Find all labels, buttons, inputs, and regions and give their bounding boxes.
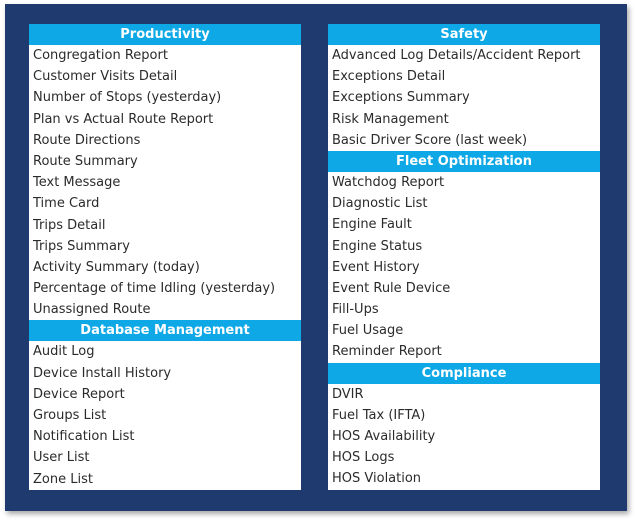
section-header-fleet-optimization: Fleet Optimization [328, 151, 600, 172]
report-link[interactable]: Exceptions Detail [332, 69, 446, 85]
report-link[interactable]: User List [33, 450, 90, 466]
report-menu-frame [5, 4, 627, 511]
report-link[interactable]: Groups List [33, 408, 107, 423]
section-header-productivity: Productivity [29, 24, 301, 45]
report-link[interactable]: Congregation Report [33, 48, 168, 63]
report-link[interactable]: Notification List [33, 429, 135, 445]
report-link[interactable]: Route Summary [33, 153, 138, 169]
report-link[interactable]: Fill-Ups [332, 302, 379, 318]
report-link[interactable]: Fuel Tax (IFTA) [332, 407, 426, 423]
report-link[interactable]: Event Rule Device [332, 280, 451, 296]
report-link[interactable]: Risk Management [332, 111, 449, 127]
report-link[interactable]: Unassigned Route [33, 302, 151, 318]
report-link[interactable]: Engine Status [332, 238, 423, 254]
productivity-list [29, 45, 301, 320]
right-column [328, 24, 600, 490]
report-link[interactable]: Zone List [33, 471, 93, 487]
safety-list [328, 45, 600, 151]
section-header-safety: Safety [328, 24, 600, 45]
report-link[interactable]: Event History [332, 259, 420, 275]
report-link[interactable]: Activity Summary (today) [33, 259, 200, 275]
report-link[interactable]: Device Report [33, 386, 125, 402]
report-link[interactable]: Plan vs Actual Route Report [33, 111, 214, 127]
report-link[interactable]: Percentage of time Idling (yesterday) [33, 281, 276, 297]
database-management-list [29, 341, 301, 489]
left-column [29, 24, 301, 490]
report-link[interactable]: Route Directions [33, 132, 141, 148]
report-link[interactable]: DVIR [332, 386, 364, 402]
section-header-compliance: Compliance [328, 363, 600, 384]
report-link[interactable]: HOS Logs [332, 450, 395, 466]
report-link[interactable]: Basic Driver Score (last week) [332, 132, 528, 148]
section-header-database-management: Database Management [29, 320, 301, 341]
report-link[interactable]: Audit Log [33, 344, 95, 360]
report-link[interactable]: Trips Summary [33, 238, 130, 254]
report-link[interactable]: Trips Detail [33, 217, 106, 233]
report-link[interactable]: Watchdog Report [332, 174, 445, 190]
fleet-optimization-list [328, 172, 600, 363]
report-link[interactable]: HOS Availability [332, 429, 436, 444]
report-link[interactable]: Text Message [33, 175, 121, 191]
report-link[interactable]: Reminder Report [332, 344, 442, 360]
report-link[interactable]: Advanced Log Details/Accident Report [332, 48, 581, 63]
report-link[interactable]: Fuel Usage [332, 323, 404, 339]
report-link[interactable]: Device Install History [33, 365, 172, 381]
compliance-list [328, 384, 600, 490]
report-link[interactable]: Diagnostic List [332, 196, 428, 212]
report-link[interactable]: Engine Fault [332, 217, 412, 233]
report-link[interactable]: Customer Visits Detail [33, 69, 178, 85]
report-link[interactable]: HOS Violation [332, 471, 422, 487]
report-link[interactable]: Number of Stops (yesterday) [33, 90, 222, 106]
report-link[interactable]: Time Card [33, 196, 100, 212]
report-link[interactable]: Exceptions Summary [332, 90, 470, 106]
